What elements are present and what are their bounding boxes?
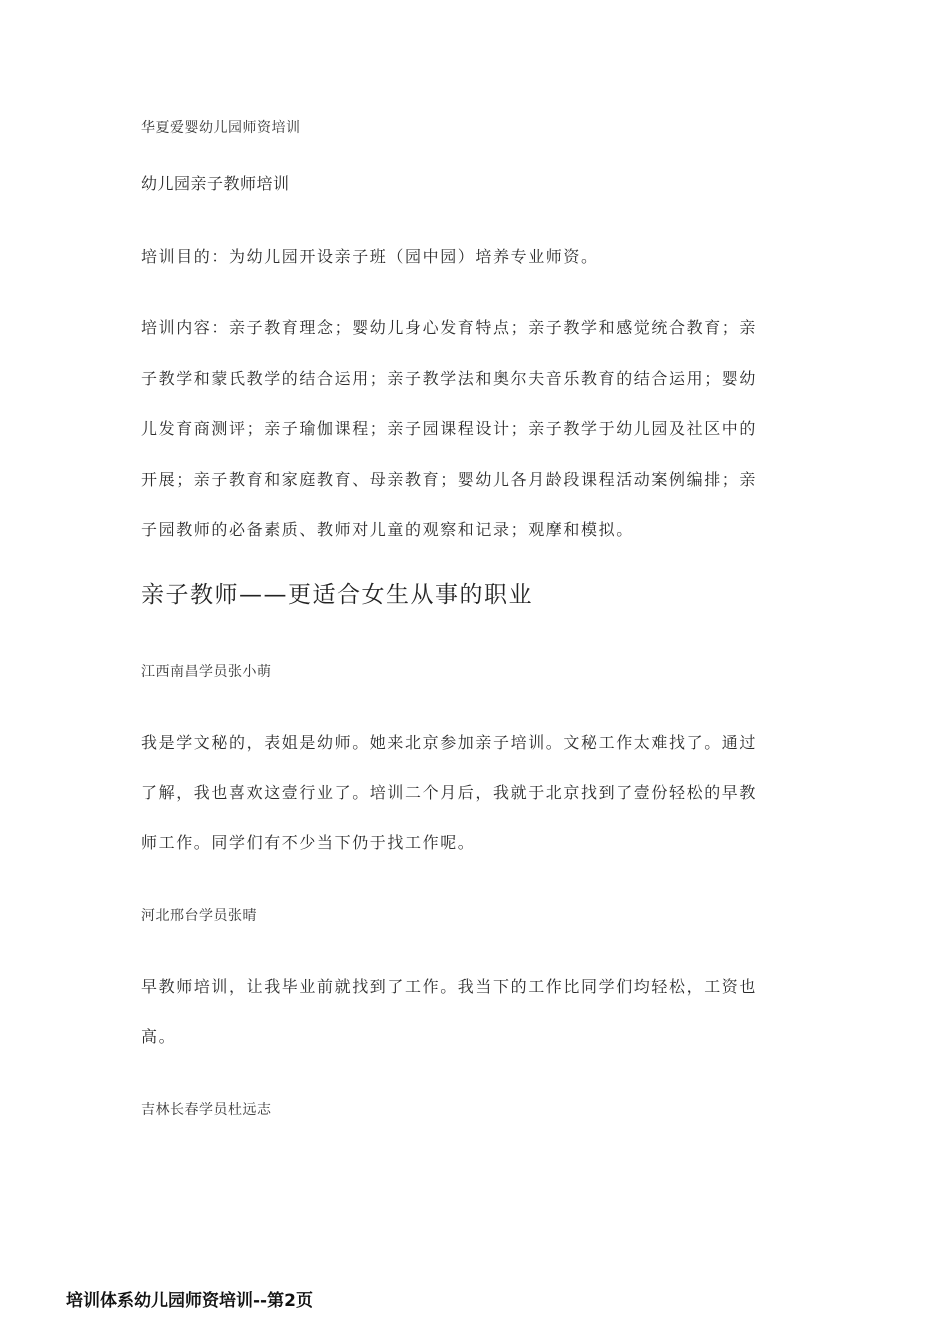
testimonial-author: 河北邢台学员张晴 [141, 908, 257, 924]
testimonial-line: 高。 [141, 1027, 177, 1046]
testimonial-author: 江西南昌学员张小萌 [141, 664, 272, 680]
document-title: 幼儿园亲子教师培训 [141, 174, 290, 193]
testimonial-line: 我是学文秘的，表姐是幼师。她来北京参加亲子培训。文秘工作太难找了。通过 [141, 733, 758, 752]
page-footer: 培训体系幼儿园师资培训--第2页 [66, 1291, 313, 1311]
testimonial-line: 了解，我也喜欢这壹行业了。培训二个月后，我就于北京找到了壹份轻松的早教 [141, 783, 758, 802]
training-purpose: 培训目的：为幼儿园开设亲子班（园中园）培养专业师资。 [141, 247, 599, 266]
org-name: 华夏爱婴幼儿园师资培训 [141, 120, 301, 136]
content-line: 子园教师的必备素质、教师对儿童的观察和记录；观摩和模拟。 [141, 520, 634, 539]
content-line: 儿发育商测评；亲子瑜伽课程；亲子园课程设计；亲子教学于幼儿园及社区中的 [141, 419, 758, 438]
content-line: 开展；亲子教育和家庭教育、母亲教育；婴幼儿各月龄段课程活动案例编排；亲 [141, 470, 758, 489]
section-heading: 亲子教师——更适合女生从事的职业 [141, 582, 533, 608]
testimonial-line: 师工作。同学们有不少当下仍于找工作呢。 [141, 833, 476, 852]
testimonial-author: 吉林长春学员杜远志 [141, 1102, 272, 1118]
content-line: 子教学和蒙氏教学的结合运用；亲子教学法和奥尔夫音乐教育的结合运用；婴幼 [141, 369, 758, 388]
testimonial-line: 早教师培训，让我毕业前就找到了工作。我当下的工作比同学们均轻松，工资也 [141, 977, 758, 996]
content-line: 培训内容：亲子教育理念；婴幼儿身心发育特点；亲子教学和感觉统合教育；亲 [141, 318, 758, 337]
